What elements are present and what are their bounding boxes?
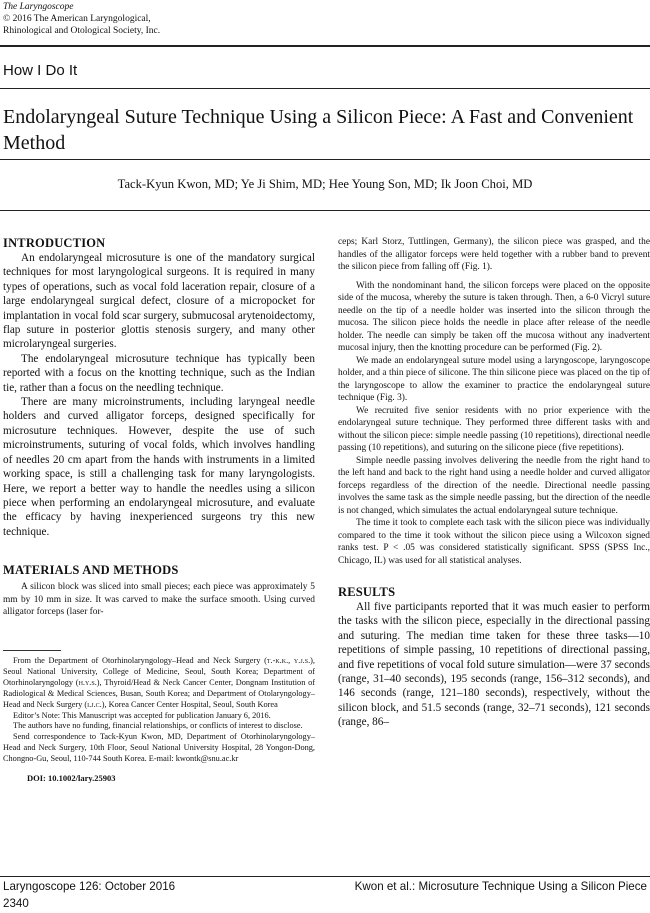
- journal-masthead: [3, 1, 160, 37]
- editor-note: Editor’s Note: This Manuscript was accepted for publication January 6, 2016.: [13, 710, 271, 720]
- title-rule: [0, 159, 650, 160]
- copyright-line-2: Rhinological and Otological Society, Inc.: [3, 26, 161, 36]
- copyright-line-1: © 2016 The American Laryngological,: [3, 14, 151, 24]
- journal-name: The Laryngoscope: [3, 2, 74, 12]
- methods-continued-1: ceps; Karl Storz, Tuttlingen, Germany), the silicon piece was grasped, and the handles of the alligator forceps were held together with a rubber band to prevent the silicon piece from falling off (Fig. 1).: [338, 237, 650, 272]
- affiliation-text-3: ), Thyroid/Head & Neck Cancer Center, Dongnam Institution of Radiological & Medical Sciences, Busan, South Korea; and Department of Otolaryngology–Head and Neck Surgery (: [3, 677, 315, 709]
- affiliation-initials-2: h.y.s.: [78, 677, 97, 687]
- authors-rule: [0, 210, 650, 211]
- methods-continued-6: The time it took to complete each task with the silicon piece was individually compared to the time it took without the silicon piece using a Wilcoxon signed ranks test. P < .05 was considered statistically significant. SPSS (SPSS Inc., Chicago, IL) was used for all statistical analyses.: [338, 518, 650, 566]
- section-rule: [0, 88, 650, 89]
- methods-paragraph: A silicon block was sliced into small pieces; each piece was approximately 5 mm by 10 mm in size. It was carved to make the surface smooth. Using curved alligator forceps (laser for-: [3, 582, 315, 618]
- intro-paragraph-1: An endolaryngeal microsuture is one of the mandatory surgical techniques for most laryngological surgeons. It is required in many types of operations, such as vocal fold laceration repair, closure of a large endolaryngeal surgical defect, closure of a micropocket for implantation in vocal fold scar surgery, submucosal arytenoidectomy, flap suture in posterior glottis stenosis surgery, and many other microlaryngeal surgeries.: [3, 252, 315, 351]
- correspondence-note: Send correspondence to Tack-Kyun Kwon, MD, Department of Otorhinolaryngology–Head and Neck Surgery, 10th Floor, Seoul National University Hospital, 28 Yongon-Dong, Chongno-Gu, Seoul, 110-744 South Korea. E-mail: kwontk@snu.ac.kr: [3, 732, 315, 764]
- methods-heading: MATERIALS AND METHODS: [3, 563, 179, 578]
- methods-continued-4: We recruited five senior residents with no prior experience with the endolaryngeal suture technique. They performed three different tasks with and without the silicon piece: simple needle passing (10 repetitions), directional needle passing (10 repetitions), and suturing on the silicone piece (five repetitions).: [338, 405, 650, 453]
- intro-paragraph-2: The endolaryngeal microsuture technique has typically been reported with a focus on the knotting technique, such as the Indian tie, rather than a focus on the needling technique.: [3, 352, 315, 394]
- intro-paragraph-3: There are many microinstruments, including laryngeal needle holders and curved alligator forceps, designed specifically for microsuture techniques. However, despite the use of such microinstruments, suturing of vocal folds, which involves handling of needles 20 cm apart from the hands with instruments in a limited working space, is still a challenging task for many laryngologists. Here, we report a better way to handle the needles using a silicon piece when performing an endolaryngeal microsuture, and evaluate the efficacy by having inexperienced surgeons try this new technique.: [3, 396, 315, 538]
- footer-rule: [0, 876, 650, 877]
- affiliation-text-4: ), Korea Cancer Center Hospital, Seoul, South Korea: [101, 699, 278, 709]
- methods-continued-2: With the nondominant hand, the silicon forceps were placed on the opposite side of the mucosa, whereby the suture is taken through. Then, a 6-0 Vicryl suture needle on the tip of a needle holder was inserted into the silicon through the mucosa. The silicon piece holds the needle in place after release of the needle holder. The needle can simply be taken off the mucosa without any inadvertent mucosal injury, then the knotting procedure can be performed (Fig. 2).: [338, 280, 650, 353]
- results-paragraph: All five participants reported that it was much easier to perform the tasks with the silicon piece, especially in the directional passing and suturing. The median time taken for these three tasks—10 repetitions of simple passing, 10 repetitions of directional passing, and five repetitions of vocal fold suture simulation—were 37 seconds (range, 31–40 seconds), 195 seconds (range, 156–312 seconds), and 146 seconds (range, 121–180 seconds), respectively, without the silicon block, and 51.5 seconds (range, 32–71 seconds), 121 seconds (range, 86–: [338, 601, 650, 729]
- footer-journal-issue: Laryngoscope 126: October 2016: [3, 880, 176, 893]
- section-label: How I Do It: [3, 62, 78, 79]
- left-column: [3, 236, 315, 619]
- footnote-rule: [3, 650, 61, 651]
- footnotes: [3, 656, 315, 784]
- doi[interactable]: DOI: 10.1002/lary.25903: [27, 773, 116, 784]
- affiliation-footnote: [3, 656, 315, 711]
- header-rule: [0, 45, 650, 47]
- introduction-heading: INTRODUCTION: [3, 236, 106, 250]
- author-list: Tack-Kyun Kwon, MD; Ye Ji Shim, MD; Hee Young Son, MD; Ik Joon Choi, MD: [117, 177, 533, 191]
- results-heading: RESULTS: [338, 585, 396, 599]
- article-title: Endolaryngeal Suture Technique Using a Silicon Piece: A Fast and Convenient Method: [3, 106, 634, 154]
- affiliation-text-1: From the Department of Otorhinolaryngology–Head and Neck Surgery (: [13, 656, 267, 665]
- disclosure-note: The authors have no funding, financial relationships, or conflicts of interest to disclose.: [13, 721, 303, 731]
- methods-continued-5: Simple needle passing involves delivering the needle from the right hand to the left hand and back to the right hand using a needle holder and curved alligator forceps regardless of the direction of the needle. Directional needle passing involves the same task as the simple needle passing, but the direction of the needle is not changed, which simulates the actual endolaryngeal suture technique.: [338, 455, 650, 516]
- affiliation-text-2: ), Seoul National University, College of Medicine, Seoul, South Korea; Department of Otorhinolaryngology (: [3, 656, 316, 687]
- affiliation-initials-1: t.-k.k., y.j.s.: [266, 656, 311, 665]
- page-number: 2340: [3, 897, 29, 910]
- affiliation-initials-3: i.j.c.: [87, 699, 102, 709]
- right-column: [338, 236, 650, 730]
- footer-running-title: Kwon et al.: Microsuture Technique Using a Silicon Piece: [354, 880, 647, 893]
- methods-continued-3: We made an endolaryngeal suture model using a laryngoscope, laryngoscope holder, and a thin piece of silicone. The thin silicone piece was placed on the tip of the laryngoscope to allow the examiner to practice the endolaryngeal suture technique (Fig. 3).: [338, 355, 650, 403]
